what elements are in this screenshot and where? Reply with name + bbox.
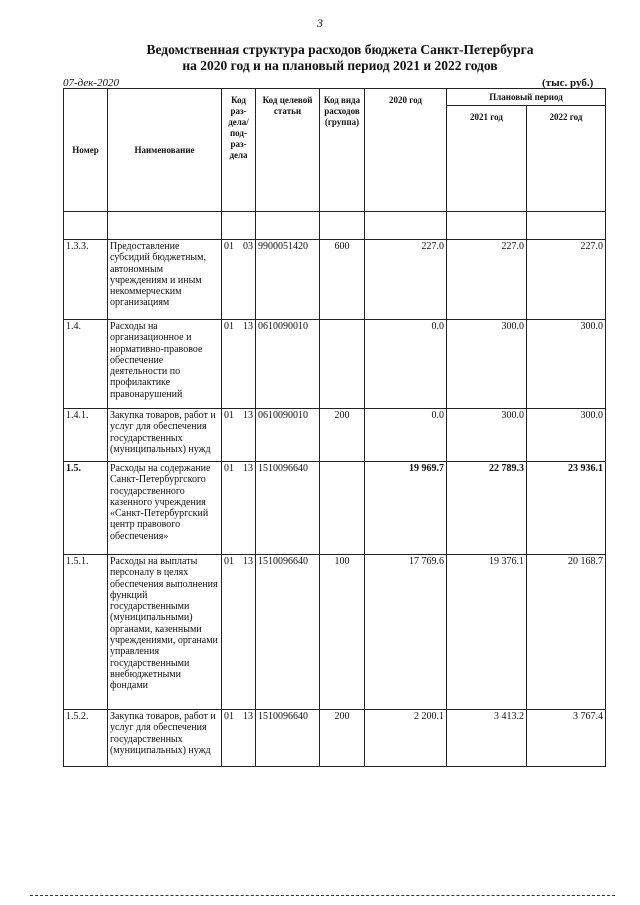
row-number: 1.3.3. [64,240,108,320]
row-2021: 22 789.3 [447,462,527,555]
col-header-2021: 2021 год [447,106,527,212]
row-expense-type [320,462,365,555]
document-title [60,42,620,74]
table-row [64,462,606,555]
row-target: 9900051420 [256,240,320,320]
row-expense-type: 100 [320,555,365,710]
row-section: 01 13 [222,462,256,555]
row-section: 01 13 [222,710,256,767]
row-number: 1.5. [64,462,108,555]
table-row [64,240,606,320]
title-line-2: на 2020 год и на плановый период 2021 и 2022 годов [182,58,498,73]
row-name: Расходы на содержание Санкт-Петербургского государственного казенного учреждения «Санкт-Петербургский центр правового обеспечения» [108,462,222,555]
row-number: 1.4.1. [64,409,108,462]
row-2021: 300.0 [447,409,527,462]
row-2020: 0.0 [365,320,447,409]
row-2020: 227.0 [365,240,447,320]
document-date: 07-дек-2020 [63,77,120,89]
row-2022: 23 936.1 [527,462,606,555]
page-number: 3 [317,16,323,30]
row-number: 1.5.1. [64,555,108,710]
spacer-row [64,212,606,240]
row-section: 01 13 [222,409,256,462]
row-2022: 300.0 [527,320,606,409]
row-2022: 20 168.7 [527,555,606,710]
row-2021: 300.0 [447,320,527,409]
table-row [64,409,606,462]
row-2021: 19 376.1 [447,555,527,710]
row-section: 01 03 [222,240,256,320]
row-2022: 300.0 [527,409,606,462]
footer-divider [30,895,615,896]
row-number: 1.5.2. [64,710,108,767]
col-header-section: Код раз-дела/ под-раз-дела [222,89,256,212]
col-header-number: Номер [64,89,108,212]
row-section: 01 13 [222,555,256,710]
row-2020: 19 969.7 [365,462,447,555]
col-header-target: Код целевой статьи [256,89,320,212]
col-header-expense-type: Код вида расходов (группа) [320,89,365,212]
row-name: Предоставление субсидий бюджетным, автономным учреждениям и иным некоммерческим организациям [108,240,222,320]
row-expense-type: 600 [320,240,365,320]
table-row [64,710,606,767]
title-line-1: Ведомственная структура расходов бюджета Санкт-Петербурга [146,42,534,57]
row-number: 1.4. [64,320,108,409]
row-2020: 2 200.1 [365,710,447,767]
row-target: 1510096640 [256,710,320,767]
row-expense-type: 200 [320,409,365,462]
row-expense-type: 200 [320,710,365,767]
row-2020: 17 769.6 [365,555,447,710]
row-name: Расходы на организационное и нормативно-правовое обеспечение деятельности по профилактике правонарушений [108,320,222,409]
row-2020: 0.0 [365,409,447,462]
table-row [64,555,606,710]
row-name: Закупка товаров, работ и услуг для обеспечения государственных (муниципальных) нужд [108,409,222,462]
col-header-planned: Плановый период [447,89,606,106]
row-2022: 3 767.4 [527,710,606,767]
row-target: 0610090010 [256,409,320,462]
row-2022: 227.0 [527,240,606,320]
row-2021: 227.0 [447,240,527,320]
row-target: 1510096640 [256,555,320,710]
row-expense-type [320,320,365,409]
col-header-2022: 2022 год [527,106,606,212]
row-2021: 3 413.2 [447,710,527,767]
row-section: 01 13 [222,320,256,409]
row-target: 0610090010 [256,320,320,409]
row-target: 1510096640 [256,462,320,555]
table-row [64,320,606,409]
units-label: (тыс. руб.) [542,77,594,89]
budget-table [63,88,606,767]
col-header-name: Наименование [108,89,222,212]
row-name: Расходы на выплаты персоналу в целях обеспечения выполнения функций государственными (муниципальными) органами, казенными учреждениями, органами управления государственными внебюджетными фондами [108,555,222,710]
row-name: Закупка товаров, работ и услуг для обеспечения государственных (муниципальных) нужд [108,710,222,767]
col-header-2020: 2020 год [365,89,447,212]
